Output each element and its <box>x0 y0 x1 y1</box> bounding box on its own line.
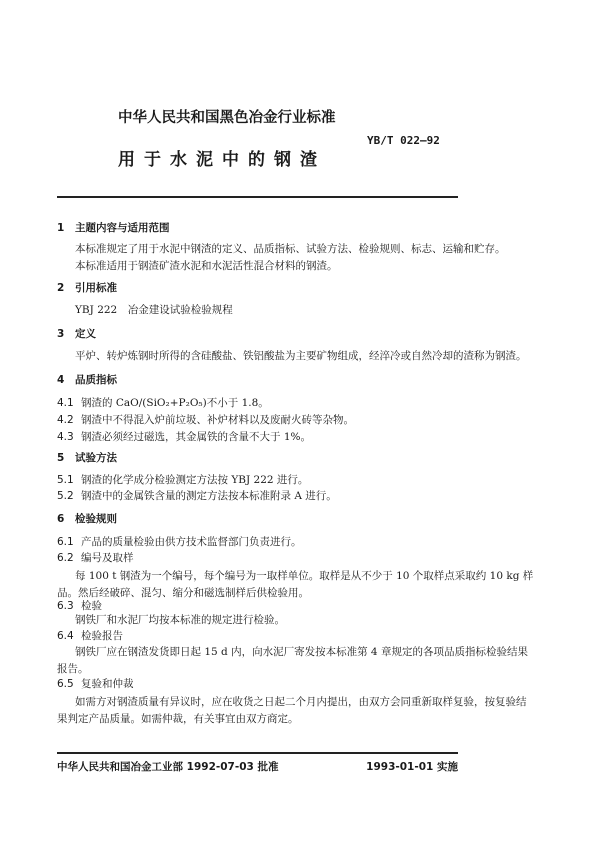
clause-4-3: 4.3 钢渣必须经过磁选，其金属铁的含量不大于 1%。 <box>57 431 311 443</box>
footer-rule <box>57 752 458 754</box>
definition-text: 平炉、转炉炼钢时所得的含硅酸盐、铁铝酸盐为主要矿物组成，经淬冷或自然冷却的渣称为钢渣。 <box>75 350 527 362</box>
document-title: 用于水泥中的钢渣 <box>118 150 326 170</box>
section-6-heading: 6 检验规则 <box>57 513 117 525</box>
paragraph: 钢铁厂应在钢渣发货即日起 15 d 内，向水泥厂寄发按本标准第 4 章规定的各项品质指标检验结果 <box>75 646 528 658</box>
paragraph: 钢铁厂和水泥厂均按本标准的规定进行检验。 <box>75 614 285 626</box>
clause-6-2: 6.2 编号及取样 <box>57 552 134 564</box>
section-1-heading: 1 主题内容与适用范围 <box>57 222 170 234</box>
standard-code: YB/T 022—92 <box>367 134 440 147</box>
header-rule <box>57 196 458 198</box>
clause-5-2: 5.2 钢渣中的金属铁含量的测定方法按本标准附录 A 进行。 <box>57 490 337 502</box>
clause-6-3: 6.3 检验 <box>57 600 102 612</box>
clause-6-5: 6.5 复验和仲裁 <box>57 678 134 690</box>
section-2-heading: 2 引用标准 <box>57 282 117 294</box>
paragraph: 报告。 <box>57 663 89 675</box>
paragraph: 如需方对钢渣质量有异议时，应在收货之日起二个月内提出，由双方会同重新取样复验，按复验结 <box>75 696 527 708</box>
reference-item: YBJ 222 冶金建设试验检验规程 <box>75 304 233 316</box>
paragraph: 品。然后经破碎、混匀、缩分和磁选制样后供检验用。 <box>57 587 309 599</box>
section-4-heading: 4 品质指标 <box>57 374 117 386</box>
section-5-heading: 5 试验方法 <box>57 452 117 464</box>
clause-6-1: 6.1 产品的质量检验由供方技术监督部门负责进行。 <box>57 536 302 548</box>
clause-4-1: 4.1 钢渣的 CaO/(SiO₂+P₂O₅)不小于 1.8。 <box>57 397 269 409</box>
effective-date: 1993-01-01 实施 <box>366 761 458 773</box>
issuer-title: 中华人民共和国黑色冶金行业标准 <box>118 110 336 126</box>
paragraph: 每 100 t 钢渣为一个编号，每个编号为一取样单位。取样是从不少于 10 个取样点采取约 10 kg 样 <box>75 570 534 582</box>
paragraph: 本标准适用于钢渣矿渣水泥和水泥活性混合材料的钢渣。 <box>75 260 338 272</box>
paragraph: 果判定产品质量。如需仲裁，有关事宜由双方商定。 <box>57 713 299 725</box>
clause-5-1: 5.1 钢渣的化学成分检验测定方法按 YBJ 222 进行。 <box>57 474 309 486</box>
clause-6-4: 6.4 检验报告 <box>57 630 123 642</box>
clause-4-2: 4.2 钢渣中不得混入炉前垃圾、补炉材料以及废耐火砖等杂物。 <box>57 414 354 426</box>
paragraph: 本标准规定了用于水泥中钢渣的定义、品质指标、试验方法、检验规则、标志、运输和贮存。 <box>75 243 506 255</box>
section-3-heading: 3 定义 <box>57 328 96 340</box>
approval-line: 中华人民共和国冶金工业部 1992-07-03 批准 <box>57 761 279 773</box>
